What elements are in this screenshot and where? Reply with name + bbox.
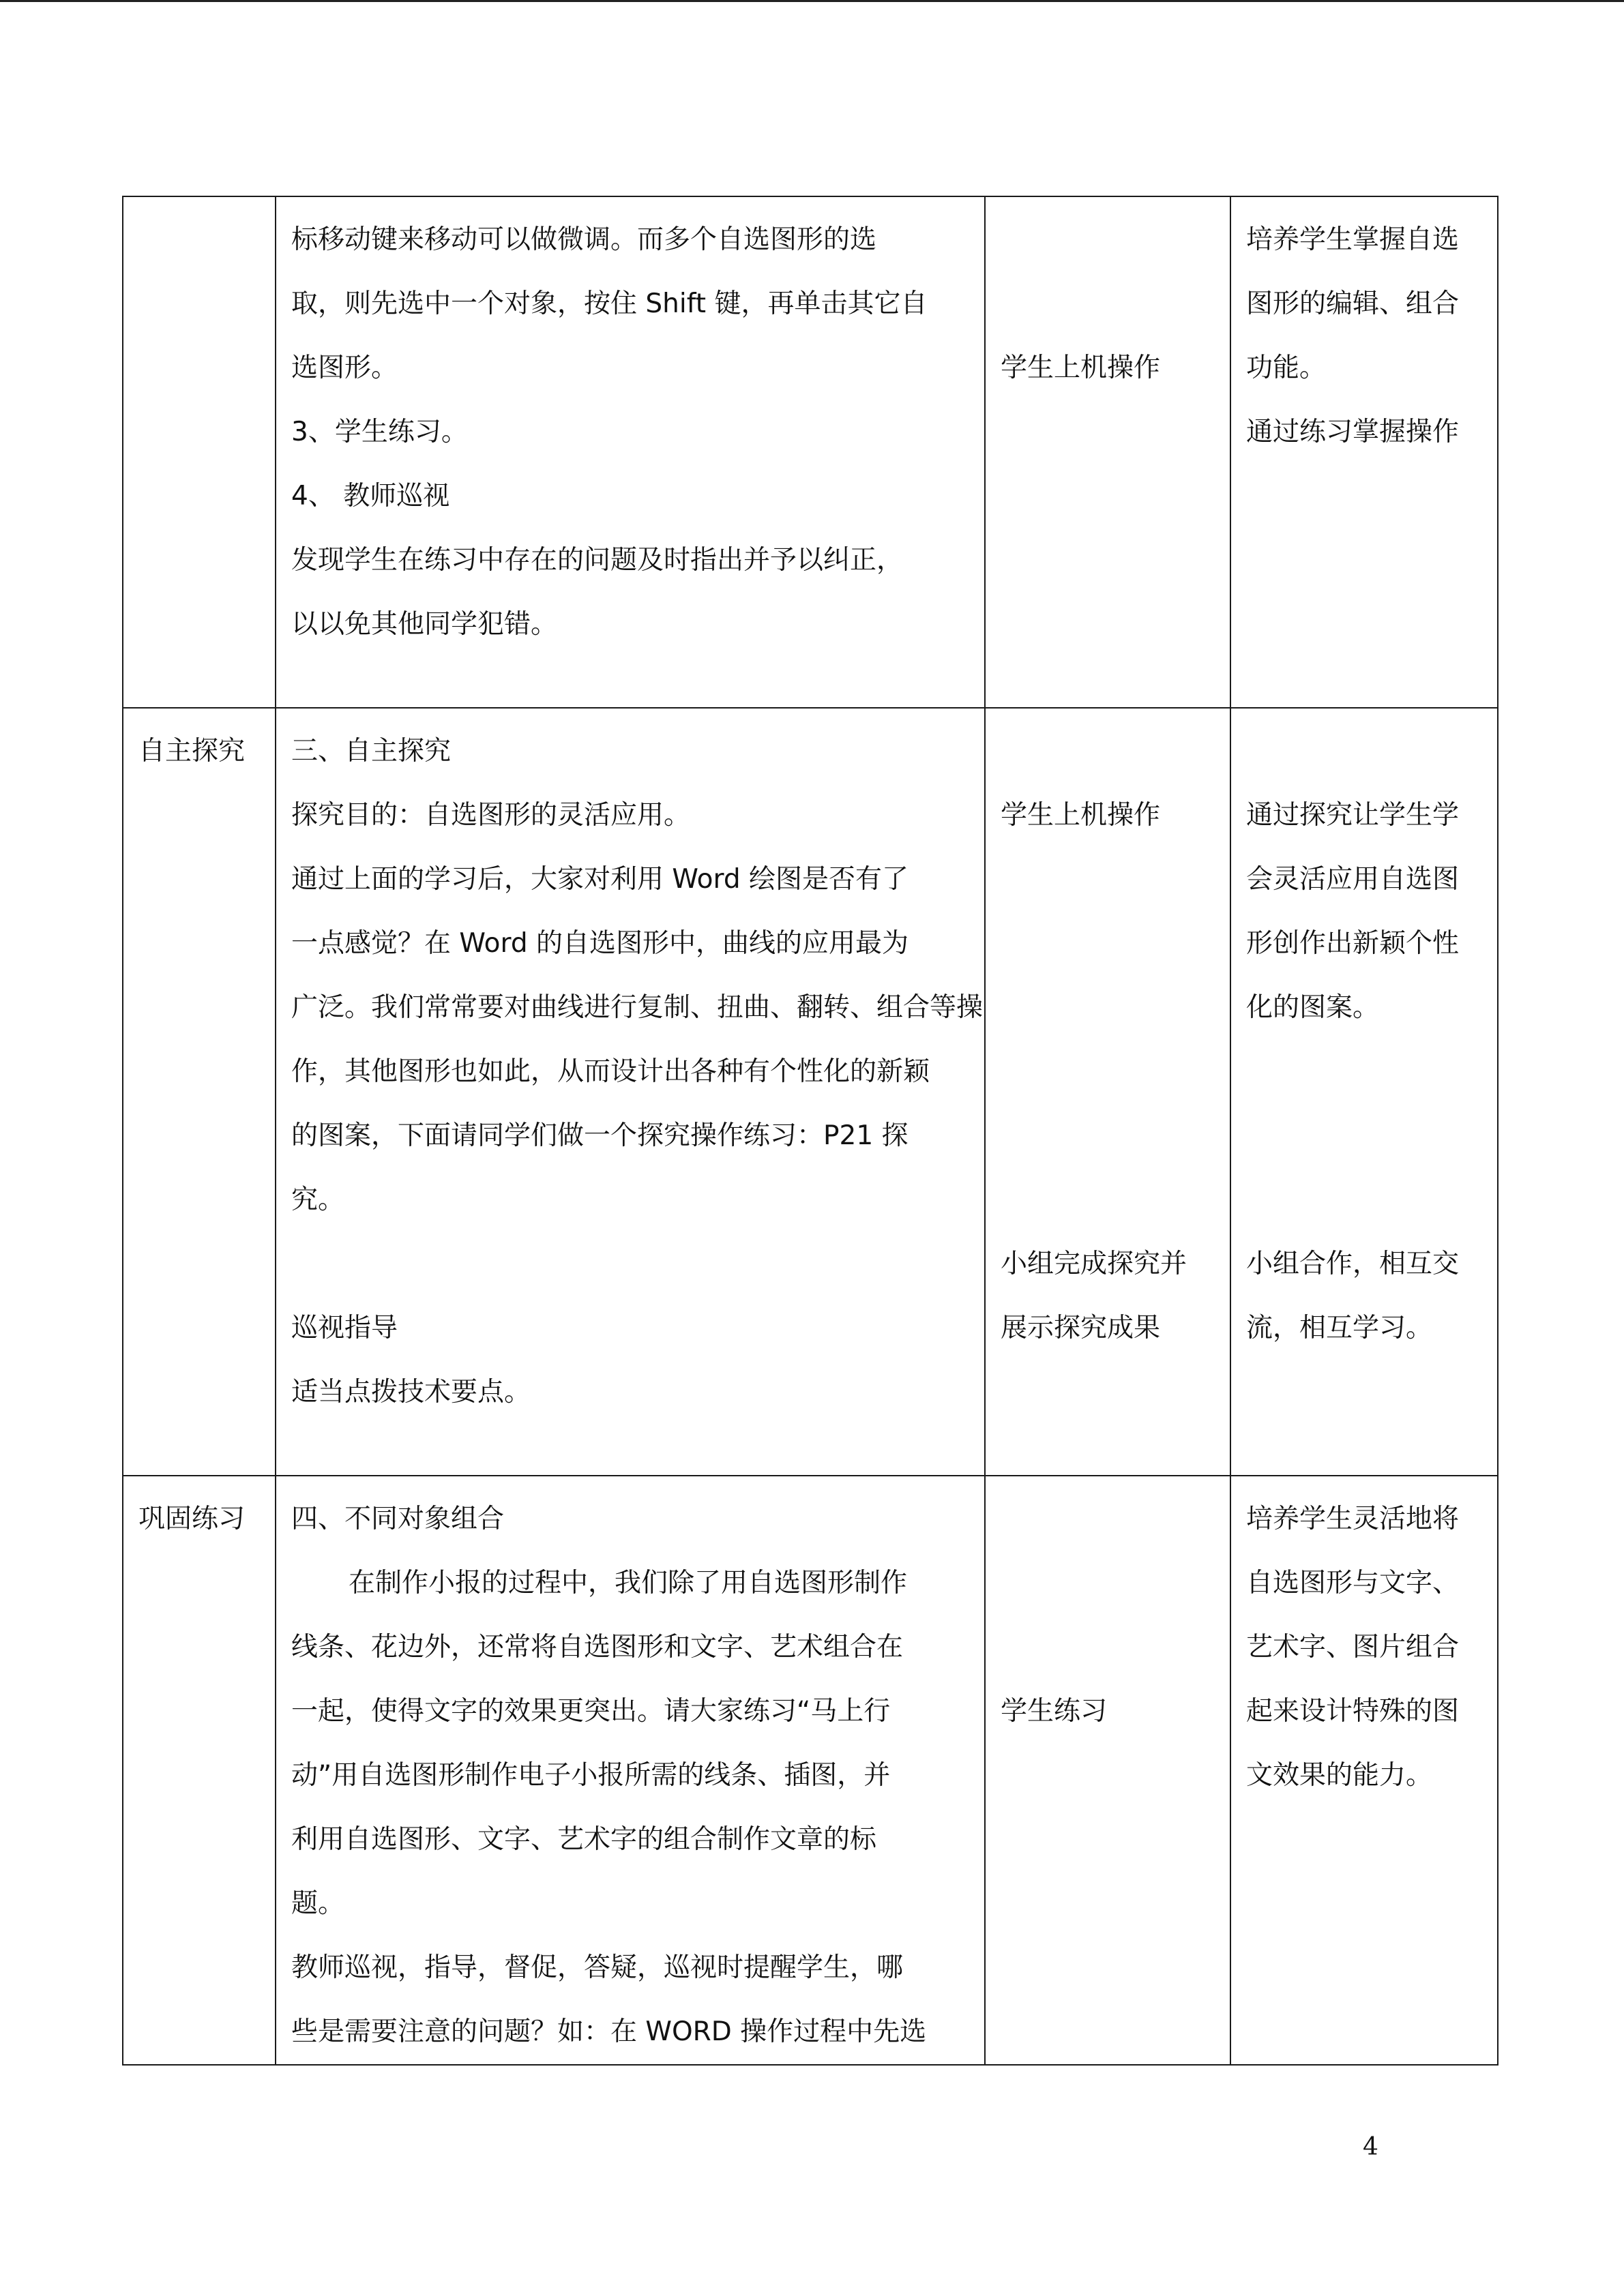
student-line xyxy=(1001,272,1215,336)
student-line xyxy=(1001,976,1215,1040)
student-line: 学生练习 xyxy=(1001,1696,1108,1727)
content-line: 巡视指导 xyxy=(291,1313,398,1343)
design-intent-cell xyxy=(1230,196,1498,708)
table-row xyxy=(123,196,1498,708)
content-line: 通过上面的学习后，大家对利用 Word 绘图是否有了 xyxy=(291,864,909,895)
intent-line xyxy=(1246,1104,1482,1168)
intent-line xyxy=(1246,1168,1482,1232)
student-activity-cell xyxy=(985,708,1230,1476)
student-line: 展示探究成果 xyxy=(1001,1313,1161,1343)
intent-line: 功能。 xyxy=(1246,353,1327,383)
content-line: 广泛。我们常常要对曲线进行复制、扭曲、翻转、组合等操 xyxy=(291,992,984,1023)
lesson-plan-table xyxy=(122,196,1498,2066)
student-line xyxy=(1001,1551,1215,1615)
student-line: 小组完成探究并 xyxy=(1001,1249,1187,1279)
intent-line: 培养学生掌握自选 xyxy=(1246,224,1460,255)
intent-line: 培养学生灵活地将 xyxy=(1246,1504,1460,1534)
student-line xyxy=(1001,1104,1215,1168)
content-line: 4、 教师巡视 xyxy=(291,481,450,511)
stage-cell xyxy=(123,196,276,708)
intent-line: 图形的编辑、组合 xyxy=(1246,288,1460,319)
content-line: 教师巡视，指导，督促，答疑，巡视时提醒学生，哪 xyxy=(291,1952,904,1983)
intent-line: 艺术字、图片组合 xyxy=(1246,1632,1460,1663)
content-line: 选图形。 xyxy=(291,353,398,383)
student-line xyxy=(1001,719,1215,784)
content-line: 些是需要注意的问题？如：在 WORD 操作过程中先选 xyxy=(291,2016,927,2047)
intent-line: 会灵活应用自选图 xyxy=(1246,864,1460,895)
content-line: 发现学生在练习中存在的问题及时指出并予以纠正， xyxy=(291,545,904,576)
content-line: 动”用自选图形制作电子小报所需的线条、插图，并 xyxy=(291,1760,891,1791)
student-line xyxy=(1001,1168,1215,1232)
student-line xyxy=(1001,208,1215,272)
table-row xyxy=(123,708,1498,1476)
design-intent-cell xyxy=(1230,708,1498,1476)
content-line: 一点感觉？在 Word 的自选图形中，曲线的应用最为 xyxy=(291,928,909,959)
student-line xyxy=(1001,1615,1215,1680)
page-number: 4 xyxy=(1363,2133,1378,2161)
content-line: 作，其他图形也如此，从而设计出各种有个性化的新颖 xyxy=(291,1056,930,1087)
content-cell xyxy=(276,1476,985,2065)
intent-line: 流，相互学习。 xyxy=(1246,1313,1433,1343)
stage-label: 巩固练习 xyxy=(138,1504,246,1534)
intent-line: 起来设计特殊的图 xyxy=(1246,1696,1460,1727)
stage-cell xyxy=(123,708,276,1476)
content-line: 以以免其他同学犯错。 xyxy=(291,609,558,640)
intent-line: 形创作出新颖个性 xyxy=(1246,928,1460,959)
intent-line: 文效果的能力。 xyxy=(1246,1760,1433,1791)
student-activity-cell xyxy=(985,196,1230,708)
student-line: 学生上机操作 xyxy=(1001,353,1161,383)
student-line xyxy=(1001,848,1215,912)
content-line: 取，则先选中一个对象，按住 Shift 键，再单击其它自 xyxy=(291,288,928,319)
top-rule xyxy=(0,0,1624,2)
intent-line: 通过练习掌握操作 xyxy=(1246,417,1460,447)
content-line: 一起，使得文字的效果更突出。请大家练习“马上行 xyxy=(291,1696,891,1727)
stage-label xyxy=(138,208,260,272)
content-line: 适当点拨技术要点。 xyxy=(291,1377,531,1407)
content-line: 在制作小报的过程中，我们除了用自选图形制作 xyxy=(349,1568,908,1598)
content-line: 标移动键来移动可以做微调。而多个自选图形的选 xyxy=(291,224,877,255)
design-intent-cell xyxy=(1230,1476,1498,2065)
student-line: 学生上机操作 xyxy=(1001,800,1161,831)
intent-line: 小组合作，相互交 xyxy=(1246,1249,1460,1279)
content-cell xyxy=(276,708,985,1476)
content-line: 利用自选图形、文字、艺术字的组合制作文章的标 xyxy=(291,1824,877,1855)
intent-line xyxy=(1246,719,1482,784)
student-line xyxy=(1001,1040,1215,1104)
content-line xyxy=(291,1232,969,1296)
intent-line: 通过探究让学生学 xyxy=(1246,800,1460,831)
content-line: 线条、花边外，还常将自选图形和文字、艺术组合在 xyxy=(291,1632,904,1663)
student-activity-cell xyxy=(985,1476,1230,2065)
stage-label: 自主探究 xyxy=(138,736,246,766)
student-line xyxy=(1001,1487,1215,1551)
content-line: 探究目的：自选图形的灵活应用。 xyxy=(291,800,691,831)
content-cell xyxy=(276,196,985,708)
intent-line: 自选图形与文字、 xyxy=(1246,1568,1460,1598)
content-line: 究。 xyxy=(291,1184,345,1215)
student-line xyxy=(1001,912,1215,976)
content-line: 3、学生练习。 xyxy=(291,417,468,447)
content-line: 四、不同对象组合 xyxy=(291,1504,505,1534)
content-line: 三、自主探究 xyxy=(291,736,452,766)
intent-line xyxy=(1246,1040,1482,1104)
stage-cell xyxy=(123,1476,276,2065)
content-line: 的图案，下面请同学们做一个探究操作练习：P21 探 xyxy=(291,1120,909,1151)
content-line: 题。 xyxy=(291,1888,345,1919)
intent-line: 化的图案。 xyxy=(1246,992,1380,1023)
table-row xyxy=(123,1476,1498,2065)
